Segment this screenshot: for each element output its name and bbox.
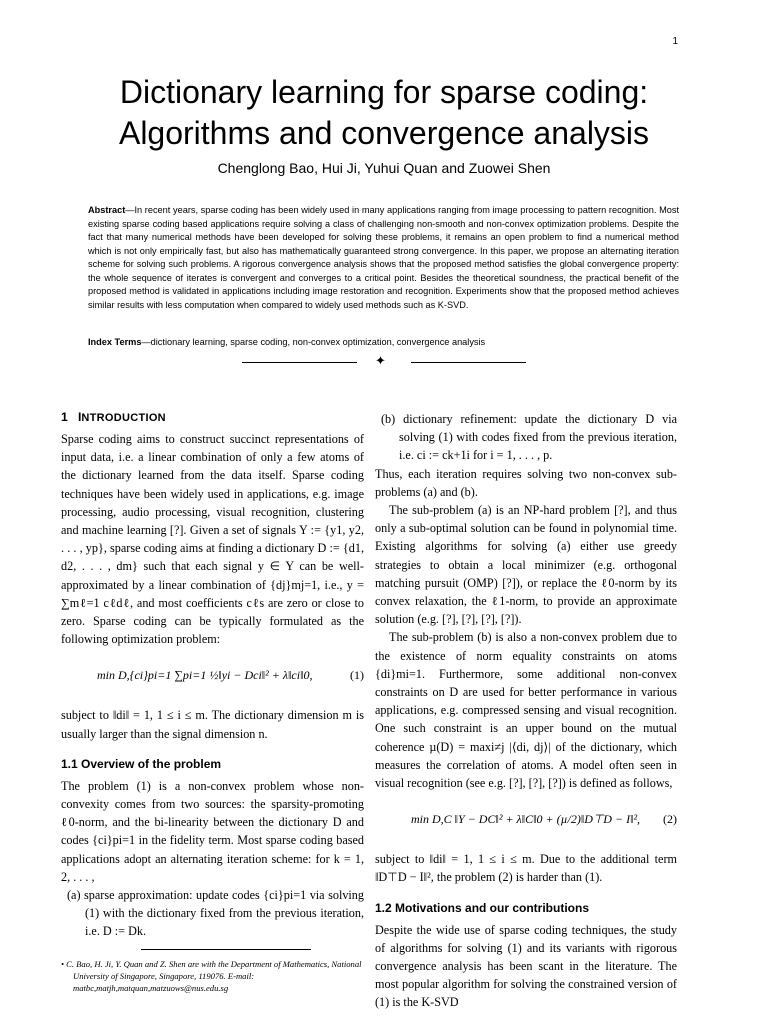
right-paragraph-4: subject to ‖di‖ = 1, 1 ≤ i ≤ m. Due to the additional term ‖D⊤D − I‖², the problem (2) is harder than (1). [375, 852, 677, 885]
subsection-heading-motivations: 1.2 Motivations and our contributions [375, 900, 590, 915]
equation-1-number: (1) [350, 668, 364, 683]
left-column [61, 410, 364, 994]
subsection-heading-overview: 1.1 Overview of the problem [61, 756, 222, 771]
overview-paragraph: The problem (1) is a non-convex problem whose non-convexity comes from two sources: the sparsity-promoting ℓ0-norm, and the bi-linearity between the dictionary D and codes {ci}pi=1 in the fidelity term. Most sparse coding based applications adopt an alternating iteration scheme: for k = 1, 2, . . . , [61, 778, 364, 884]
authors: Chenglong Bao, Hui Ji, Yuhui Quan and Zuowei Shen [217, 160, 551, 176]
abstract-label: Abstract [88, 205, 126, 215]
equation-2-number: (2) [663, 812, 677, 827]
divider-line-right [411, 362, 526, 363]
right-paragraph-3: The sub-problem (b) is also a non-convex problem due to the existence of norm equality constraints on atoms {di}mi=1. Furthermore, some additional non-convex constraints on D are used for better performance in various applications, e.g. compressed sensing and visual recognition. One such constraint is an upper bound on the mutual coherence µ(D) = maxi≠j |⟨di, dj⟩| of the dictionary, which measures the correlation of atoms. A model often seen in visual recognition (see e.g. [?], [?], [?]) is defined as follows, [375, 630, 677, 791]
equation-2 [375, 798, 677, 844]
title-line-1: Dictionary learning for sparse coding: [119, 74, 649, 110]
right-paragraph-1: Thus, each iteration requires solving two non-convex sub-problems (a) and (b). [375, 466, 677, 499]
equation-2-body: min D,C ‖Y − DC‖² + λ‖C‖0 + (µ/2)‖D⊤D − I‖², [411, 812, 641, 827]
title-line-2: Algorithms and convergence analysis [118, 115, 650, 151]
page-number: 1 [672, 36, 678, 47]
section-heading-introduction [61, 410, 364, 424]
section-title-rest: NTRODUCTION [81, 412, 166, 424]
footnote-affiliation: • C. Bao, H. Ji, Y. Quan and Z. Shen are with the Department of Mathematics, National University of Singapore, Singapore, 119076. E-mail: matbc,matjh,matquan,matzuows@nus.edu.sg [61, 958, 362, 993]
index-terms-label: Index Terms [88, 337, 142, 347]
list-item-a: (a) sparse approximation: update codes {ci}pi=1 via solving (1) with the dictionary fixed from the previous iteration, i.e. D := Dk. [67, 888, 364, 939]
intro-paragraph-1: Sparse coding aims to construct succinct representations of input data, i.e. a linear combination of only a few atoms of the dictionary learned from the data itself. Sparse coding techniques have been widely used in applications, e.g. image processing, audio processing, visual recognition, clustering and machine learning [?]. Given a set of signals Y := {y1, y2, . . . , yp}, sparse coding aims at finding a dictionary D := {d1, d2, . . . , dm} such that each signal y ∈ Y can be well-approximated by a linear combination of {dj}mj=1, i.e., y = ∑mℓ=1 cℓdℓ, and most coefficients cℓs are zero or close to zero. Sparse coding can be typically formulated as the following optimization problem: [61, 432, 364, 647]
abstract-text: —In recent years, sparse coding has been widely used in many applications ranging from image processing to pattern recognition. Most existing sparse coding based applications require solving a class of challenging non-smooth and non-convex optimization problems. Despite the fact that many numerical methods have been developed for solving these problems, it remains an open problem to find a numerical method which is not only empirically fast, but also has mathematically guaranteed strong convergence. In this paper, we propose an alternating iteration scheme for solving such problems. A rigorous convergence analysis shows that the proposed method satisfies the global convergence property: the whole sequence of iterates is convergent and converges to a critical point. Besides the theoretical soundness, the practical benefit of the proposed method is validated in applications including image restoration and recognition. Experiments show that the proposed method achieves similar results with less computation when compared to widely used methods such as K-SVD. [88, 205, 679, 310]
equation-1 [61, 654, 364, 700]
equation-1-body: min D,{ci}pi=1 ∑pi=1 ½‖yi − Dci‖² + λ‖ci‖0, [97, 668, 313, 683]
divider-line-left [242, 362, 357, 363]
list-item-b: (b) dictionary refinement: update the dictionary D via solving (1) with codes fixed from the previous iteration, i.e. ci := ck+1i for i = 1, . . . , p. [381, 412, 677, 463]
section-divider [242, 354, 526, 369]
intro-paragraph-2: subject to ‖di‖ = 1, 1 ≤ i ≤ m. The dictionary dimension m is usually larger than the signal dimension n. [61, 708, 364, 741]
right-paragraph-5: Despite the wide use of sparse coding techniques, the study of algorithms for solving (1) and its variants with rigorous convergence analysis has been scant in the literature. The most popular algorithm for solving the constrained version of (1) is the K-SVD [375, 922, 677, 1010]
divider-star-icon: ✦ [375, 354, 386, 369]
section-number: 1 [61, 410, 68, 424]
section-initial: I [77, 410, 82, 424]
footnote-rule [141, 949, 311, 950]
right-paragraph-2: The sub-problem (a) is an NP-hard problem [?], and thus only a sub-optimal solution can be found in polynomial time. Existing algorithms for solving (a) either use greedy strategies to obtain a local minimizer (e.g. orthogonal matching pursuit (OMP) [?]), or replace the ℓ0-norm by its convex relaxation, the ℓ1-norm, to provide an approximate solution (e.g. [?], [?], [?], [?]). [375, 503, 677, 627]
index-terms [88, 336, 679, 350]
abstract [88, 204, 679, 312]
paper-title [0, 72, 768, 154]
index-terms-text: —dictionary learning, sparse coding, non-convex optimization, convergence analysis [141, 337, 486, 347]
right-column [375, 410, 677, 1012]
